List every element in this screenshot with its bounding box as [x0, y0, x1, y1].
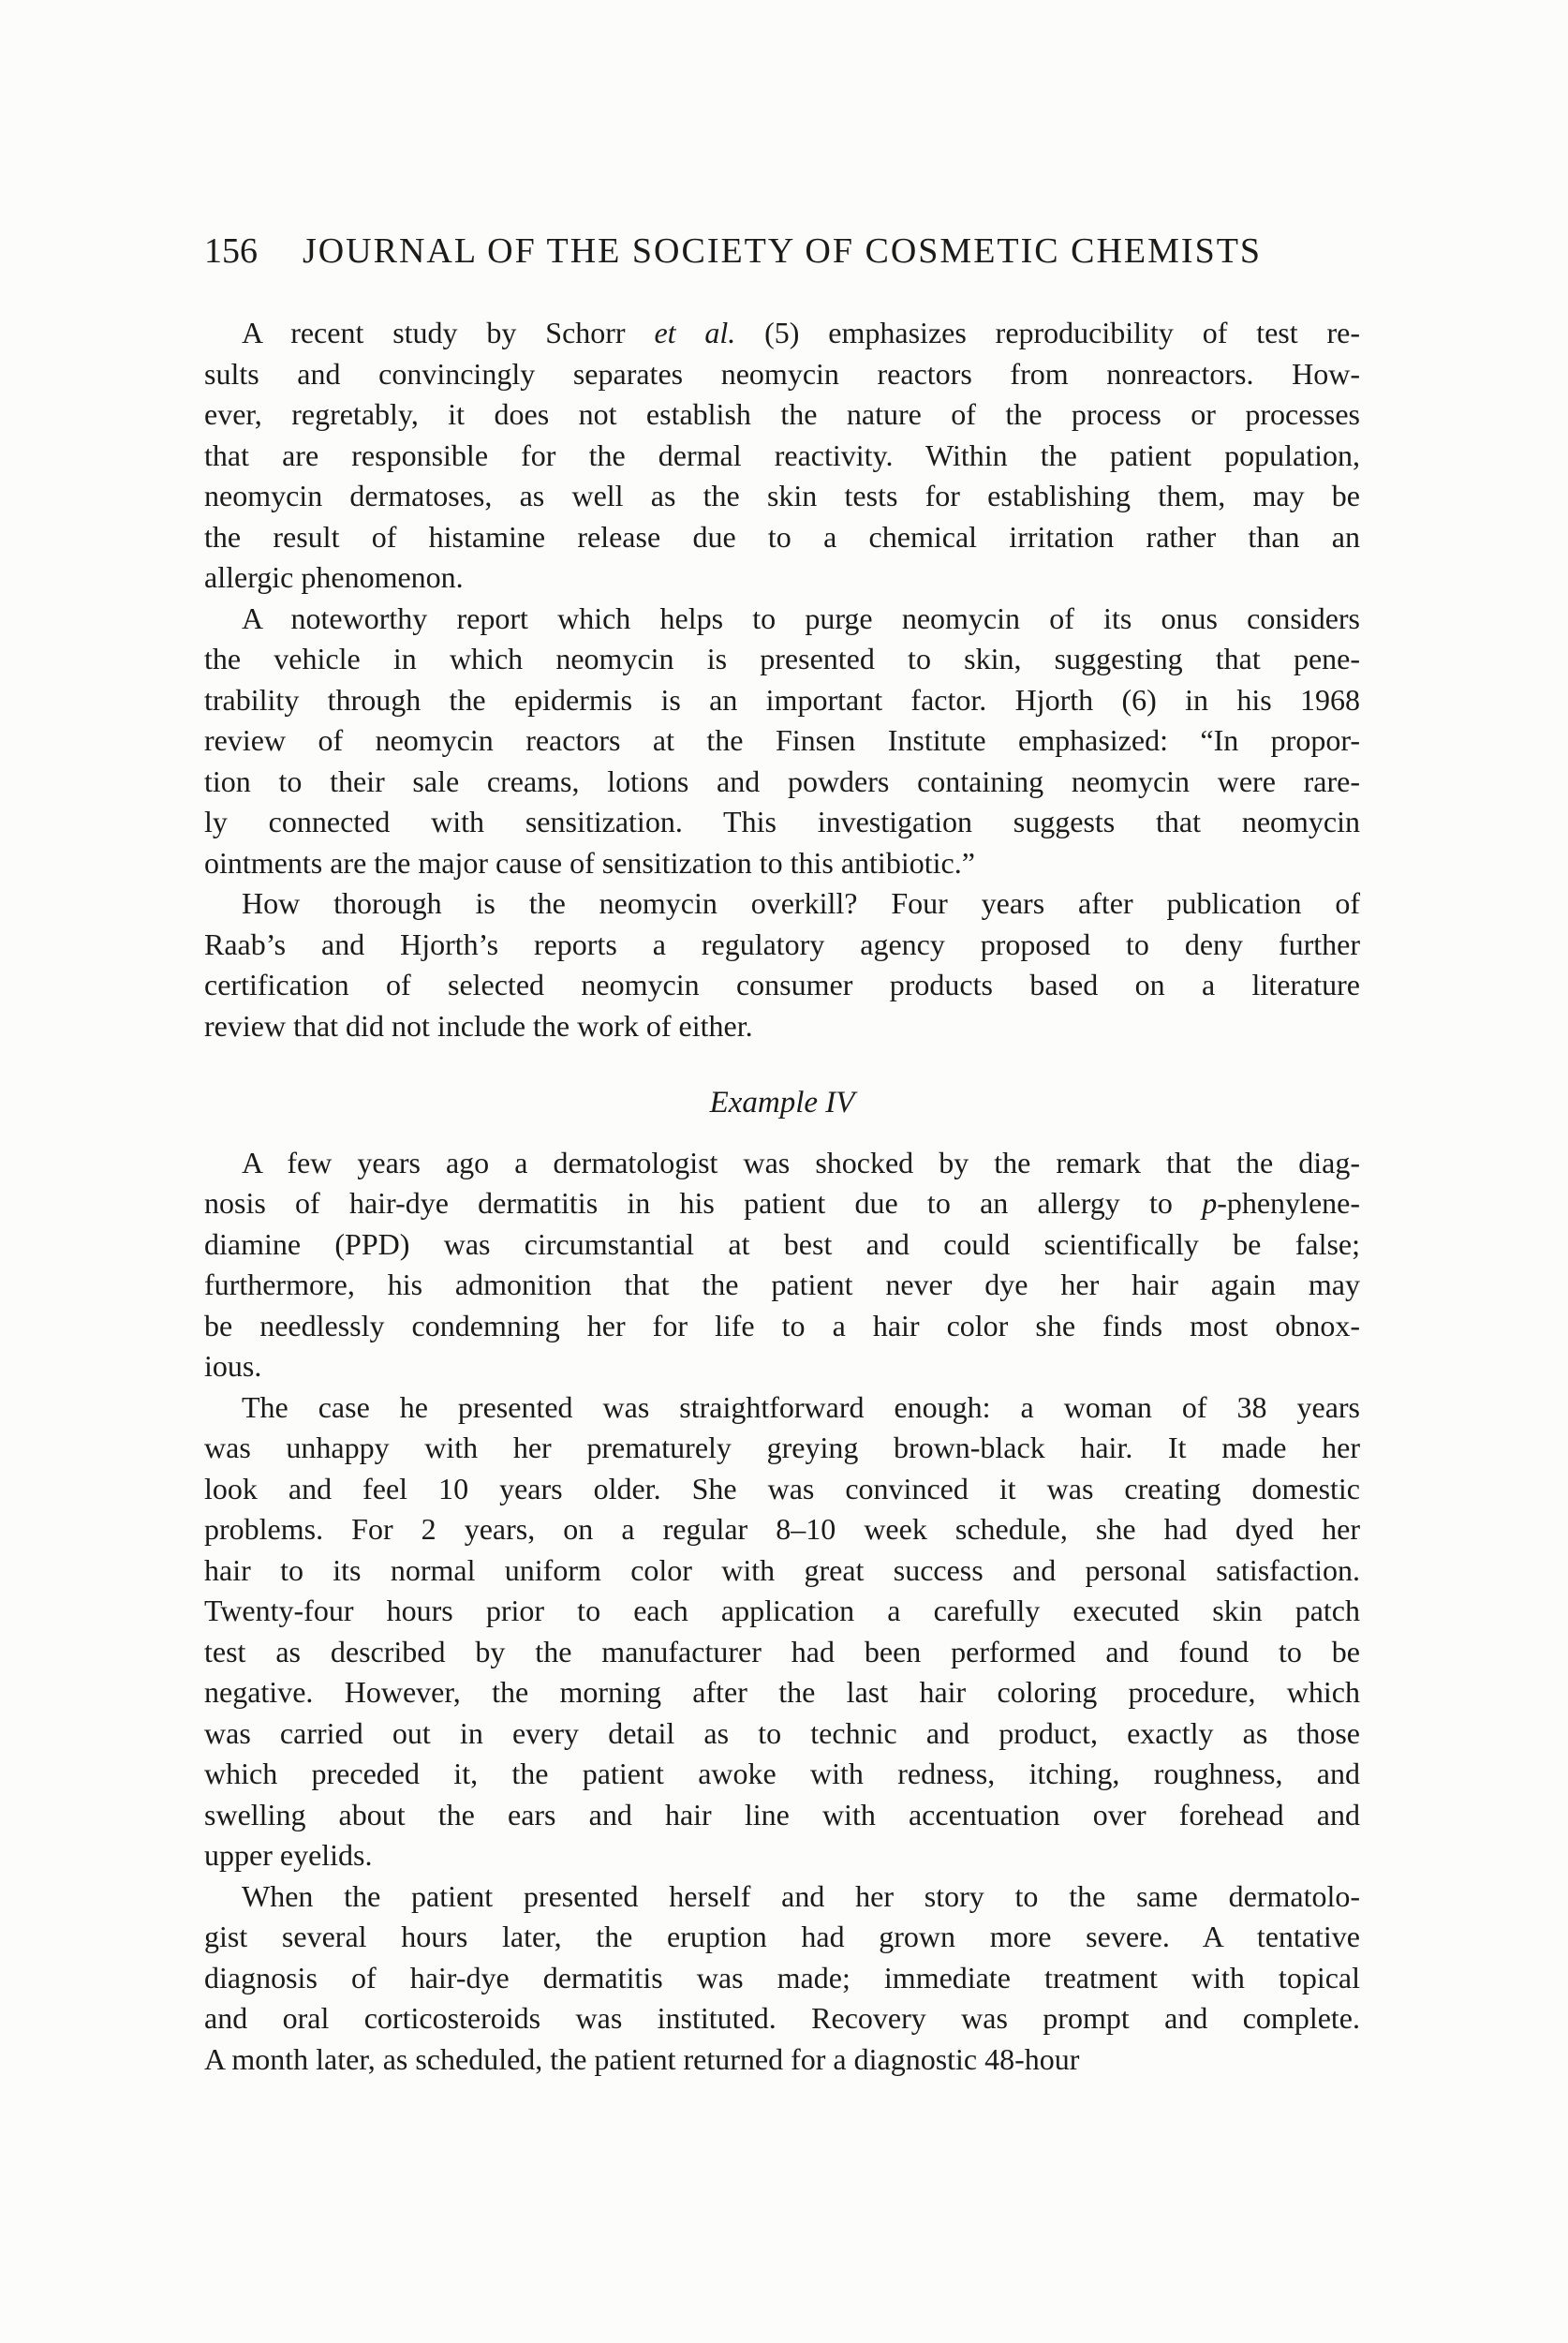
text-line: negative. However, the morning after the last hair coloring procedure, which: [204, 1675, 1360, 1709]
text-line: nosis of hair-dye dermatitis in his patient due to an allergy to p-phenylene-: [204, 1186, 1360, 1220]
text-line: ever, regretably, it does not establish the nature of the process or processes: [204, 397, 1360, 431]
text-line: A noteworthy report which helps to purge neomycin of its onus considers: [242, 601, 1360, 635]
text-line: upper eyelids.: [204, 1838, 373, 1872]
text-line: neomycin dermatoses, as well as the skin tests for establishing them, may be: [204, 479, 1360, 512]
text-line: ointments are the major cause of sensitization to this antibiotic.”: [204, 845, 975, 880]
text-line: was carried out in every detail as to technic and product, exactly as those: [204, 1715, 1360, 1750]
text-line: review of neomycin reactors at the Finsen Institute emphasized: “In propor-: [204, 723, 1360, 757]
text-line: problems. For 2 years, on a regular 8–10 week schedule, she had dyed her: [204, 1512, 1360, 1546]
text-line: the result of histamine release due to a chemical irritation rather than an: [204, 519, 1360, 554]
text-line: ious.: [204, 1349, 262, 1383]
text-line: The case he presented was straightforward enough: a woman of 38 years: [242, 1389, 1360, 1424]
text-line: gist several hours later, the eruption had grown more severe. A tentative: [204, 1920, 1360, 1953]
text-line: tion to their sale creams, lotions and powders containing neomycin were rare-: [204, 764, 1360, 798]
text-line: the vehicle in which neomycin is presented to skin, suggesting that pene-: [204, 642, 1360, 675]
paragraph: [204, 1143, 1360, 1387]
text-line: allergic phenomenon.: [204, 560, 464, 594]
paragraph: [204, 883, 1360, 1046]
text-line: diagnosis of hair-dye dermatitis was made; immediate treatment with topical: [204, 1960, 1360, 1995]
running-header: [204, 233, 1360, 271]
text-line: hair to its normal uniform color with great success and personal satisfaction.: [204, 1552, 1360, 1587]
journal-title: JOURNAL OF THE SOCIETY OF COSMETIC CHEMISTS: [302, 231, 1263, 271]
text-line: diamine (PPD) was circumstantial at best and could scientifically be false;: [204, 1226, 1360, 1261]
text-line: trability through the epidermis is an important factor. Hjorth (6) in his 1968: [204, 682, 1360, 717]
page-number: 156: [204, 231, 258, 271]
text-line: look and feel 10 years older. She was convinced it was creating domestic: [204, 1471, 1360, 1505]
text-line: certification of selected neomycin consumer products based on a literature: [204, 968, 1360, 1001]
section-heading: Example IV: [709, 1086, 855, 1120]
text-line: swelling about the ears and hair line with accentuation over forehead and: [204, 1797, 1360, 1831]
text-line: that are responsible for the dermal reactivity. Within the patient population,: [204, 437, 1360, 472]
text-line: which preceded it, the patient awoke with redness, itching, roughness, and: [204, 1757, 1360, 1790]
text-line: be needlessly condemning her for life to a hair color she finds most obnox-: [204, 1308, 1360, 1342]
text-line: and oral corticosteroids was instituted. Recovery was prompt and complete.: [204, 2001, 1360, 2035]
paragraph: [204, 599, 1360, 884]
paragraph: [204, 1876, 1360, 2081]
text-line: When the patient presented herself and her story to the same dermatolo-: [242, 1878, 1360, 1913]
paragraph: [204, 1387, 1360, 1876]
text-line: Raab’s and Hjorth’s reports a regulatory agency proposed to deny further: [204, 927, 1360, 961]
text-line: furthermore, his admonition that the patient never dye her hair again may: [204, 1268, 1360, 1301]
text-line: ly connected with sensitization. This investigation suggests that neomycin: [204, 805, 1360, 838]
text-line: A recent study by Schorr et al. (5) emphasizes reproducibility of test re-: [242, 316, 1361, 349]
text-line: sults and convincingly separates neomycin reactors from nonreactors. How-: [204, 356, 1360, 391]
text-line: test as described by the manufacturer had been performed and found to be: [204, 1634, 1360, 1668]
paragraph: [204, 313, 1360, 599]
text-line: was unhappy with her prematurely greying brown-black hair. It made her: [204, 1431, 1360, 1464]
text-line: A month later, as scheduled, the patient returned for a diagnostic 48-hour: [204, 2041, 1080, 2076]
text-line: review that did not include the work of either.: [204, 1008, 753, 1043]
text-line: How thorough is the neomycin overkill? Four years after publication of: [242, 886, 1360, 920]
text-line: Twenty-four hours prior to each application a carefully executed skin patch: [204, 1594, 1360, 1627]
page-body: [204, 313, 1360, 2080]
text-line: A few years ago a dermatologist was shocked by the remark that the diag-: [242, 1145, 1360, 1179]
